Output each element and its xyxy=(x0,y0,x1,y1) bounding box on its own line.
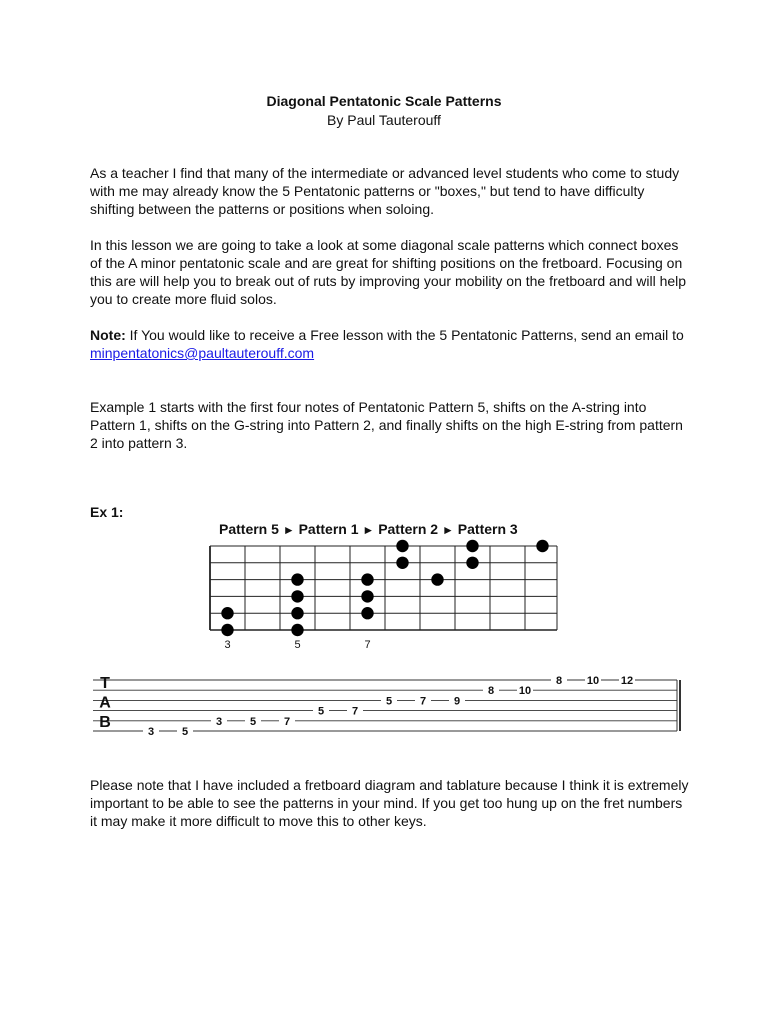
arrow-icon: ► xyxy=(362,523,375,537)
tab-note: 7 xyxy=(351,705,359,718)
tab-clef-letter: B xyxy=(99,713,111,731)
note-dot xyxy=(361,590,373,602)
tab-note: 10 xyxy=(586,675,600,687)
tab-clef-letter: A xyxy=(99,694,111,712)
fret-number-label: 7 xyxy=(364,639,371,651)
note-label: Note: xyxy=(90,327,126,343)
note-dot xyxy=(291,607,303,619)
fret-number-label: 5 xyxy=(294,639,301,651)
tab-note: 5 xyxy=(249,715,257,728)
author-byline: By Paul Tauterouff xyxy=(327,112,441,128)
tab-note: 5 xyxy=(317,705,325,718)
tab-note: 8 xyxy=(555,675,563,687)
tab-note: 3 xyxy=(215,715,223,728)
tab-note: 8 xyxy=(487,685,495,698)
note-dot xyxy=(466,557,478,569)
tab-note: 7 xyxy=(419,695,427,708)
pattern-3-label: Pattern 3 xyxy=(457,521,518,537)
note-dot xyxy=(536,540,548,552)
note-dot xyxy=(396,557,408,569)
example-description: Example 1 starts with the first four notes of Pentatonic Pattern 5, shifts on the A-string into Pattern 1, shifts on the G-string into Pattern 2, and finally shifts on the high E-string from pattern 2 into pattern 3. xyxy=(90,399,683,451)
tab-note: 5 xyxy=(181,726,189,738)
tab-note: 10 xyxy=(518,685,532,698)
tab-note: 3 xyxy=(147,726,155,738)
pattern-5-label: Pattern 5 xyxy=(219,521,279,537)
note-text: If You would like to receive a Free lesson with the 5 Pentatonic Patterns, send an email to xyxy=(125,327,684,343)
tab-note: 12 xyxy=(620,675,634,687)
note-dot xyxy=(291,573,303,585)
note-dot xyxy=(396,540,408,552)
note-dot xyxy=(361,573,373,585)
arrow-icon: ► xyxy=(442,523,454,537)
closing-paragraph: Please note that I have included a fretboard diagram and tablature because I think it is extremely important to be able to see the patterns in your mind. If you get too hung up on the fret numbers it may make it more difficult to move this to other keys. xyxy=(90,777,689,829)
page-title: Diagonal Pentatonic Scale Patterns xyxy=(266,93,502,109)
tab-note: 5 xyxy=(385,695,393,708)
intro-paragraph: As a teacher I find that many of the intermediate or advanced level students who come to study with me may already know the 5 Pentatonic patterns or "boxes," but tend to have difficulty shifting between the patterns or positions when soloing. xyxy=(90,165,680,217)
tab-note: 7 xyxy=(283,715,291,728)
note-dot xyxy=(291,624,303,636)
note-dot xyxy=(291,590,303,602)
note-dot xyxy=(361,607,373,619)
arrow-icon: ► xyxy=(282,523,295,537)
note-dot xyxy=(431,573,443,585)
example-label: Ex 1: xyxy=(90,504,124,520)
note-dot xyxy=(221,624,233,636)
lesson-paragraph: In this lesson we are going to take a look at some diagonal scale patterns which connect boxes of the A minor pentatonic scale and are great for shifting positions on the fretboard. Focusing on this are will help you to break out of ruts by improving your mobility on the fretboard and will help you to create more fluid solos. xyxy=(90,237,687,307)
tab-note: 9 xyxy=(453,695,461,708)
note-dot xyxy=(221,607,233,619)
email-link[interactable]: minpentatonics@paultauterouff.com xyxy=(90,345,315,361)
tab-clef-letter: T xyxy=(100,675,110,692)
pattern-1-label: Pattern 1 xyxy=(298,521,359,537)
pattern-2-label: Pattern 2 xyxy=(378,521,439,537)
note-dot xyxy=(466,540,478,552)
fret-number-label: 3 xyxy=(224,639,231,651)
